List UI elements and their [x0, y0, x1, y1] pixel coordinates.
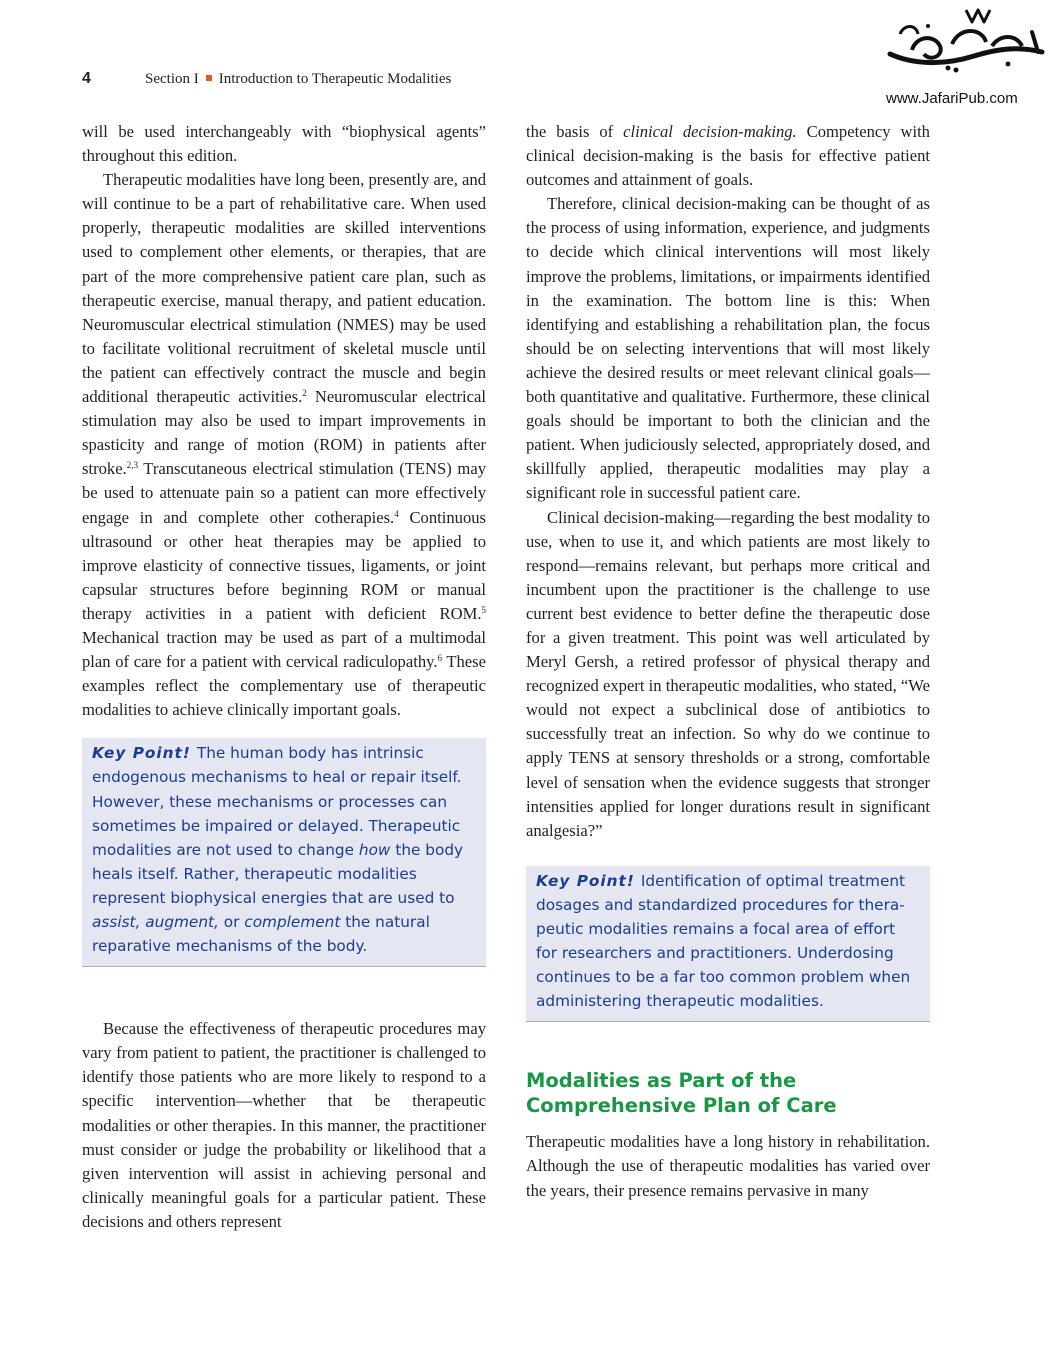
text-run: Identification of optimal treatment dosages and standardized procedures for therapeutic modalities remains a focal area of effort for researchers and practitioners. Underdosing continues to be a far too common problem when administering therapeutic modalities.	[536, 871, 911, 1011]
publisher-watermark	[882, 6, 1048, 110]
text-run: the body heals itself. Rather, therapeutic modalities represent biophysical energies that are used to	[92, 840, 464, 907]
citation: 6	[437, 653, 442, 664]
key-point-label: Key Point!	[536, 871, 635, 890]
section-label	[145, 71, 451, 88]
text-run: These examples reflect the complementary use of therapeutic modalities to achieve clinically important goals.	[82, 652, 486, 720]
text-run: the natural reparative mechanisms of the body.	[92, 913, 430, 956]
page-number: 4	[82, 70, 91, 87]
paragraph: will be used interchangeably with “biophysical agents” throughout this edition.	[82, 122, 486, 166]
text-run: Mechanical traction may be used as part of a multimodal plan of care for a patient with cervical radiculopathy.	[82, 627, 486, 672]
text-run: or	[218, 913, 245, 931]
paragraph: Therapeutic modalities have a long history in rehabilitation. Although the use of therapeutic modalities has varied over the years, their presence remains pervasive in many	[526, 1132, 930, 1200]
emphasis: assist, augment,	[92, 913, 219, 931]
citation: 4	[394, 508, 399, 519]
paragraph: Therefore, clinical decision-making can be thought of as the process of using information, experience, and judgments to decide which clinical interventions will most likely improve the problems, limitations, or impairments identified in the examination. The bottom line is this: When identifying and establishing a rehabilitation plan, the focus should be on selecting interventions that will most likely achieve the desired results or meet relevant clinical goals—both quantitative and qualitative. Furthermore, these clinical goals should be important to both the clinician and the patient. When judiciously selected, appropriately dosed, and skillfully applied, therapeutic modalities may play a significant role in successful patient care.	[526, 194, 930, 503]
watermark-url: www.JafariPub.com	[886, 90, 1018, 107]
text-run: Therapeutic modalities have long been, presently are, and will continue to be a part of rehabilitative care. When used properly, therapeutic modalities are skilled interventions used to complement other elements, or therapies, that are part of the more comprehensive patient care plan, such as therapeutic exercise, manual therapy, and patient education. Neuromuscular electrical stimulation (NMES) may be used to facilitate volitional recruitment of skeletal muscle until the patient can effectively contract the muscle and begin additional therapeutic activities.	[82, 170, 486, 407]
text-run: Competency with clinical decision-making is the basis for effective patient outcomes and attainment of goals.	[526, 122, 930, 190]
citation: 2	[302, 388, 307, 399]
right-column	[526, 120, 930, 1203]
calligraphy-logo-icon	[882, 6, 1048, 90]
section-name: Section I	[145, 71, 199, 87]
chapter-title: Introduction to Therapeutic Modalities	[218, 71, 452, 87]
text-run: the basis of	[526, 122, 624, 141]
paragraph: Clinical decision-making—regarding the best modality to use, when to use it, and which patients are most likely to respond—remains relevant, but perhaps more critical and incumbent upon the practitioner is the challenge to use current best evidence to better define the therapeutic dose for a given treatment. This point was well articulated by Meryl Gersh, a retired professor of physical therapy and recognized expert in therapeutic modalities, who stated, “We would not expect a subclinical dose of antibiotics to successfully treat an infection. So why do we continue to apply TENS at sensory thresholds or a strong, comfortable level of sensation when the evidence suggests that stronger intensities applied for longer durations result in significant analgesia?”	[526, 507, 930, 840]
paragraph	[526, 120, 930, 192]
emphasis: how	[358, 840, 391, 859]
paragraph: Because the effectiveness of therapeutic procedures may vary from patient to patient, the practitioner is challenged to identify those patients who are more likely to respond to a specific intervention—whether that be therapeutic modalities or other therapies. In this manner, the practitioner must consider or judge the probability or likelihood that a given intervention will assist in achieving personal and clinically meaningful goals for a particular patient. These decisions and others represent	[82, 1019, 486, 1231]
citation: 2,3	[126, 460, 138, 471]
text-run: The human body has intrinsic endogenous mechanisms to heal or repair itself. However, these mechanisms or processes can sometimes be impaired or delayed. Therapeutic modalities are not used to change	[92, 744, 462, 859]
emphasis: clinical decision-making.	[623, 122, 797, 141]
text-run: Transcutaneous electrical stimulation (TENS) may be used to attenuate pain so a patient can more effectively engage in and complete other cotherapies.	[82, 459, 486, 527]
running-header	[82, 70, 452, 88]
section-heading: Modalities as Part of the Comprehensive Plan of Care	[526, 1069, 837, 1118]
text-run: Neuromuscular electrical stimulation may also be used to impart improvements in spasticity and range of motion (ROM) in patients after stroke.	[82, 387, 486, 479]
citation: 5	[481, 604, 486, 615]
key-point-box	[82, 738, 486, 967]
key-point-label: Key Point!	[92, 744, 191, 763]
paragraph	[82, 168, 486, 722]
key-point-box	[526, 866, 930, 1023]
header-square-icon	[206, 75, 212, 81]
left-column	[82, 120, 486, 1234]
text-run: Continuous ultrasound or other heat therapies may be applied to improve elasticity of connective tissues, ligaments, or joint capsular structures before beginning ROM or manual therapy activities in a patient with deficient ROM.	[82, 507, 486, 623]
emphasis: complement	[244, 913, 341, 931]
